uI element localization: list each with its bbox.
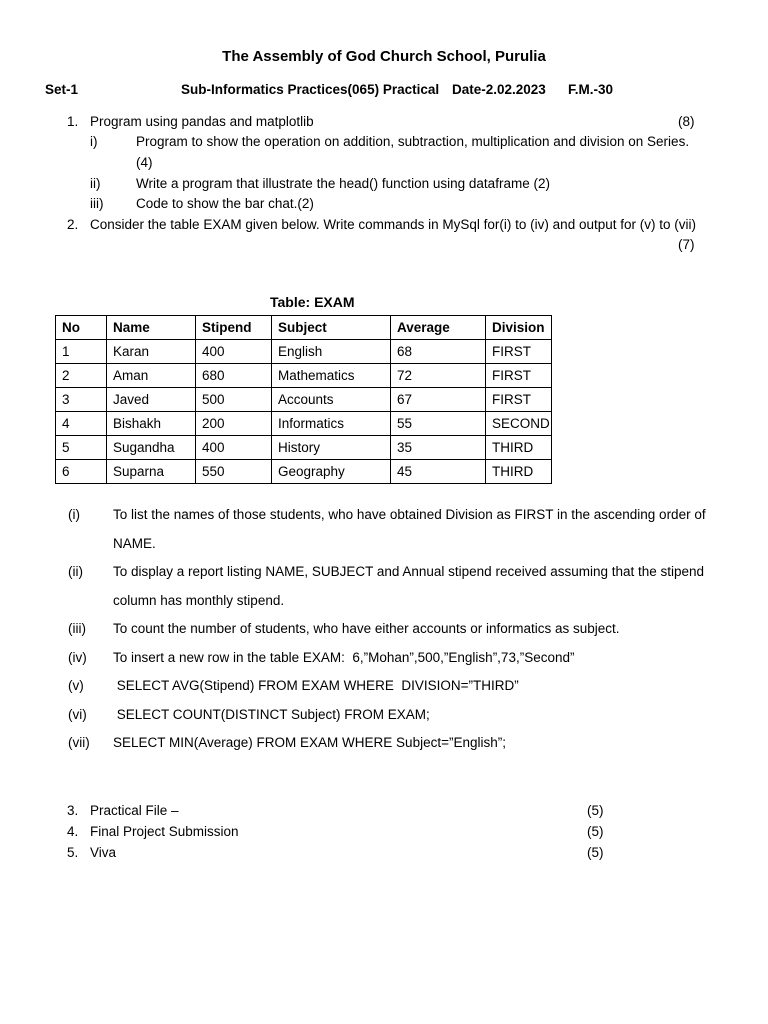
table-cell: 3 [56,388,107,412]
col-header-subject: Subject [272,316,391,340]
sub-question-number: (i) [68,507,80,522]
full-marks-label: F.M.-30 [568,82,614,97]
sub-question-text-continued: NAME. [113,536,156,551]
school-title: The Assembly of God Church School, Purulia [222,48,546,65]
question-number: 3. [67,803,79,818]
question-marks: (5) [587,845,604,860]
sub-question-text: SELECT AVG(Stipend) FROM EXAM WHERE DIVISION=”THIRD” [113,678,519,693]
q2-number: 2. [67,217,79,232]
q1-item-number: i) [90,134,98,149]
table-cell: 1 [56,340,107,364]
set-label: Set-1 [45,82,79,97]
q1-marks: (8) [678,114,695,129]
table-cell: 68 [391,340,486,364]
sub-question-text: SELECT COUNT(DISTINCT Subject) FROM EXAM; [113,707,430,722]
question-text: Viva [90,845,117,860]
q1-item-marks: (4) [136,155,153,170]
sub-question-number: (vii) [68,735,90,750]
sub-question-text: SELECT MIN(Average) FROM EXAM WHERE Subject=”English”; [113,735,506,750]
col-header-name: Name [107,316,196,340]
col-header-no: No [56,316,107,340]
sub-question-number: (v) [68,678,84,693]
q2-text: Consider the table EXAM given below. Write commands in MySql for(i) to (iv) and output for (v) to (vii) [90,217,696,232]
table-row [56,364,552,388]
sub-question-text: To list the names of those students, who have obtained Division as FIRST in the ascending order of [113,507,706,522]
table-row [56,340,552,364]
question-number: 5. [67,845,79,860]
table-cell: Aman [107,364,196,388]
q1-item-text: Code to show the bar chat.(2) [136,196,314,211]
subject-label: Sub-Informatics Practices(065) Practical [181,82,440,97]
table-cell: 4 [56,412,107,436]
table-cell: Informatics [272,412,391,436]
table-row [56,388,552,412]
table-cell: 680 [196,364,272,388]
table-row [56,460,552,484]
table-cell: 45 [391,460,486,484]
table-cell: 2 [56,364,107,388]
table-cell: FIRST [486,364,552,388]
sub-question-number: (iv) [68,650,87,665]
question-marks: (5) [587,824,604,839]
table-cell: SECOND [486,412,552,436]
table-row [56,436,552,460]
question-text: Practical File – [90,803,179,818]
table-cell: 6 [56,460,107,484]
table-cell: Accounts [272,388,391,412]
q1-text: Program using pandas and matplotlib [90,114,314,129]
table-cell: Javed [107,388,196,412]
table-cell: FIRST [486,388,552,412]
table-caption: Table: EXAM [270,294,355,310]
table-cell: FIRST [486,340,552,364]
table-cell: Bishakh [107,412,196,436]
question-text: Final Project Submission [90,824,239,839]
table-cell: 5 [56,436,107,460]
sub-question-number: (iii) [68,621,86,636]
table-cell: 550 [196,460,272,484]
question-number: 4. [67,824,79,839]
q1-item-number: ii) [90,176,101,191]
q1-item-number: iii) [90,196,104,211]
col-header-average: Average [391,316,486,340]
table-cell: English [272,340,391,364]
table-cell: 67 [391,388,486,412]
q2-marks: (7) [678,237,695,252]
table-cell: Sugandha [107,436,196,460]
date-label: Date-2.02.2023 [452,82,546,97]
table-cell: 400 [196,340,272,364]
sub-question-number: (vi) [68,707,87,722]
sub-question-text: To insert a new row in the table EXAM: 6,”Mohan”,500,”English”,73,”Second” [113,650,575,665]
q1-item-text: Program to show the operation on addition, subtraction, multiplication and division on Series. [136,134,690,149]
table-cell: 35 [391,436,486,460]
sub-question-text-continued: column has monthly stipend. [113,593,285,608]
exam-table [55,315,552,484]
table-row [56,412,552,436]
table-cell: 55 [391,412,486,436]
table-cell: History [272,436,391,460]
table-cell: 200 [196,412,272,436]
table-cell: THIRD [486,436,552,460]
table-cell: Karan [107,340,196,364]
col-header-stipend: Stipend [196,316,272,340]
col-header-division: Division [486,316,552,340]
sub-question-number: (ii) [68,564,83,579]
table-cell: 72 [391,364,486,388]
table-header-row [56,316,552,340]
table-cell: Geography [272,460,391,484]
table-cell: 400 [196,436,272,460]
table-cell: 500 [196,388,272,412]
table-cell: Suparna [107,460,196,484]
q1-item-text: Write a program that illustrate the head() function using dataframe (2) [136,176,550,191]
table-cell: Mathematics [272,364,391,388]
q1-number: 1. [67,114,79,129]
sub-question-text: To display a report listing NAME, SUBJECT and Annual stipend received assuming that the stipend [113,564,705,579]
table-cell: THIRD [486,460,552,484]
sub-question-text: To count the number of students, who have either accounts or informatics as subject. [113,621,620,636]
question-marks: (5) [587,803,604,818]
